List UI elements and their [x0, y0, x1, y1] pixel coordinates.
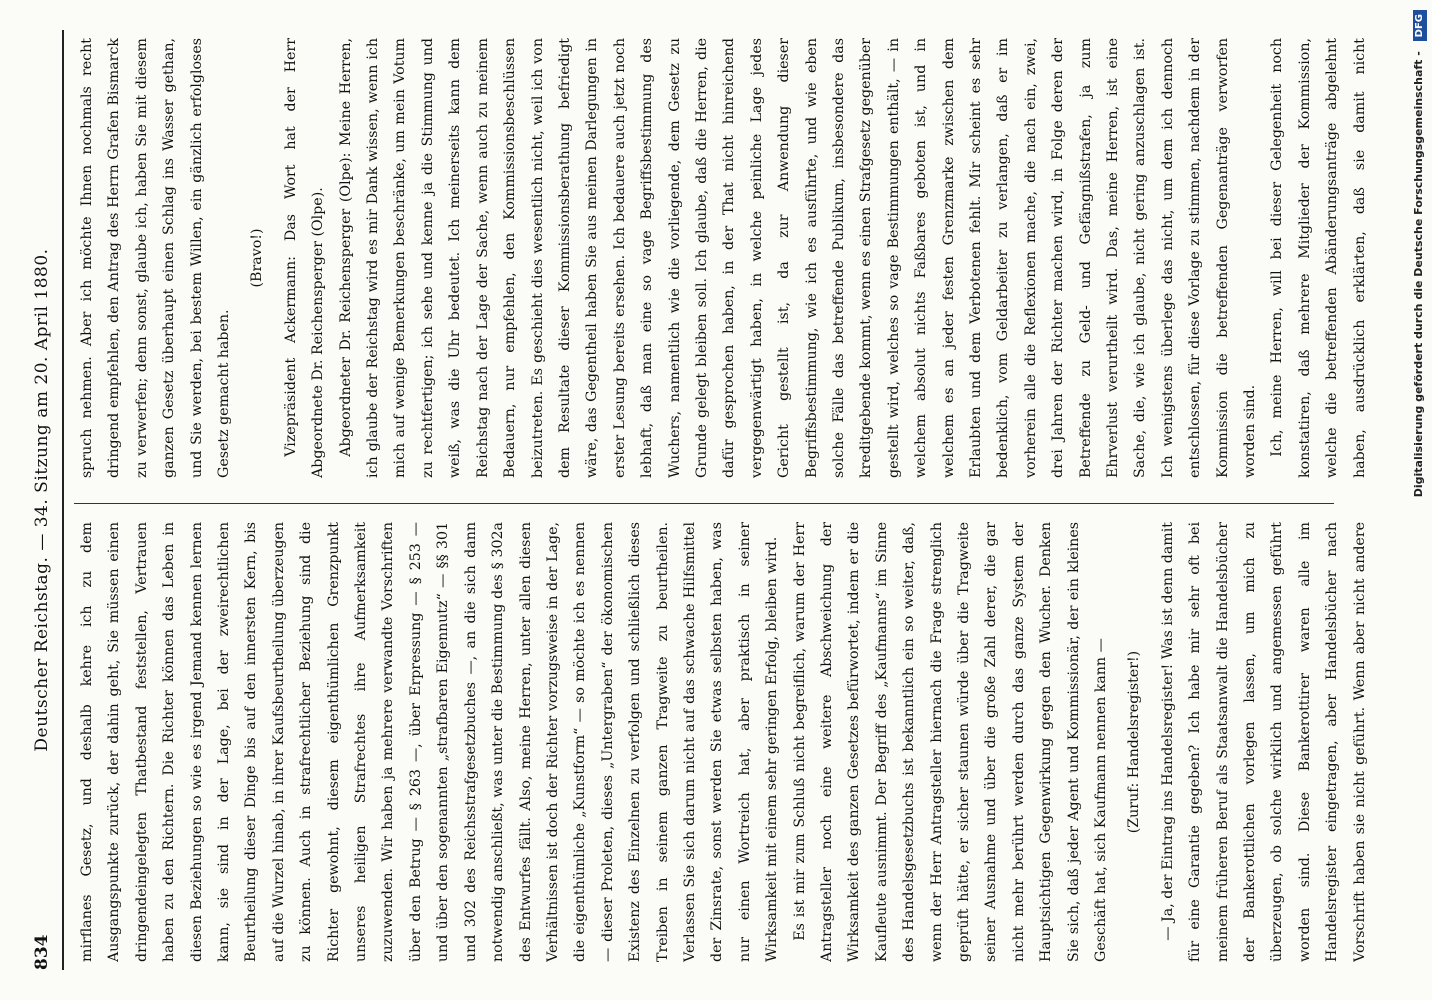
dfg-logo: DFG — [1413, 10, 1427, 41]
interjection: (Zuruf: Handelsregister!) — [1126, 650, 1143, 834]
running-title: Deutscher Reichstag. — 34. Sitzung am 20. April 1880. — [32, 248, 52, 752]
digitization-credit — [1408, 10, 1430, 990]
page-number: 834 — [32, 934, 52, 970]
right-column — [74, 38, 1374, 478]
paragraph: — Ja, der Eintrag ins Handelsregister! Was ist denn damit für eine Garantie gegeben? Ich habe mir sehr oft bei meinem früheren Beruf als Staatsanwalt die Handelsbücher der Bankerottlichen vorlegen lassen, um mich zu überzeugen, ob solche wirklich und angemessen geführt worden sind. Diese Bankerottirer waren alle im Handelsregister eingetragen, aber Handelsbücher nach Vorschrift haben sie nicht geführt. Wenn aber nicht andere — [1159, 522, 1368, 962]
credit-text: Digitalisierung gefördert durch die Deutsche Forschungsgemeinschaft - — [1412, 51, 1425, 498]
speaker-paragraph: Vizepräsident Ackermann: Das Wort hat der Herr Abgeordnete Dr. Reichensperger (Olpe). — [282, 38, 327, 478]
paragraph: spruch nehmen. Aber ich möchte Ihnen nochmals recht dringend empfehlen, den Antrag des Herrn Grafen Bismarck zu verwerfen; denn sonst, glaube ich, haben Sie mit diesem ganzen Gesetz überhaupt einen Schlag ins Wasser gethan, und Sie werden, bei bestem Willen, ein gänzlich erfolgloses Gesetz gemacht haben. — [79, 38, 233, 478]
paragraph: Ich, meine Herren, will bei dieser Gelegenheit noch konstatiren, daß mehrere Mitglieder der Kommission, welche die betreffenden Abänderungsanträge abgelehnt haben, ausdrücklich erklärten, daß sie damit nicht — [1269, 38, 1368, 478]
column-divider — [74, 503, 1334, 504]
speaker-paragraph: Abgeordneter Dr. Reichensperger (Olpe): Meine Herren, ich glaube der Reichstag wird es mir Dank wissen, wenn ich mich auf wenige Bemerkungen beschränke, um mein Votum zu rechtfertigen; ich sehe und kenne ja die Stimmung und weiß, was die Uhr bedeutet. Ich meinerseits kann dem Reichstag nach der Lage der Sache, wenn auch zu meinem Bedauern, nur empfehlen, den Kommissionsbeschlüssen beizutreten. Es geschieht dies wesentlich nicht, weil ich von dem Resultate dieser Kommissionsberathung befriedigt wäre, das Gegentheil haben Sie aus meinen Darlegungen in erster Lesung bereits ersehen. Ich bedauere auch jetzt noch lebhaft, daß man eine so vage Begriffsbestimmung des Wuchers, namentlich wie die vorliegende, dem Gesetz zu Grunde gelegt bleiben soll. Ich glaube, daß die Herren, die dafür gesprochen haben, in der That nicht hinreichend vergegenwärtigt haben, in welche peinliche Lage jedes Gericht gestellt ist, da zur Anwendung dieser Begriffsbestimmung, wie ich es ausführte, und wie eben solche Fälle das betreffende Publikum, insbesondere das kreditgebende kommt, wenn es einen Strafgesetz gegenüber gestellt wird, welches so vage Bestimmungen enthält, — in welchem absolut nichts Faßbares geboten ist, und in welchem es an jeder festen Grenzmarke zwischen dem Erlaubten und dem Verbotenen fehlt. Mir scheint es sehr bedenklich, vom Geldarbeiter zu verlangen, daß er im vorherein alle die Reflexionen mache, die nach ein, zwei, drei Jahren der Richter machen wird, in Folge deren der Betreffende zu Geld- und Gefängnißstrafen, ja zum Ehrverlust verurtheilt wird. Das, meine Herren, ist eine Sache, die, wie ich glaube, nicht gering anzuschlagen ist. Ich wenigstens überlege das nicht, um dem ich dennoch entschlossen, für diese Vorlage zu stimmen, nachdem in der Kommission die betreffenden Gegenanträge verworfen worden sind. — [337, 38, 1259, 478]
interjection: (Bravo!) — [249, 228, 266, 288]
running-header — [22, 30, 64, 970]
left-column — [74, 522, 1374, 962]
paragraph: Es ist mir zum Schluß nicht begreiflich, warum der Herr Antragsteller noch eine weitere Abschweichung der Wirksamkeit des ganzen Gesetzes befürwortet, indem er die Kaufleute ausnimmt. Der Begriff des „Kaufmanns“ im Sinne des Handelsgesetzbuchs ist bekanntlich ein so weiter, daß, wenn der Herr Antragsteller hiernach die Frage strenglich geprüft hätte, er sicher staunen würde über die Tragweite seiner Ausnahme und über die große Zahl derer, die gar nicht mehr berührt werden durch das ganze System der Hauptsichtigen Gegenwirkung gegen den Wucher. Denken Sie sich, daß jeder Agent und Kommissionär, der ein kleines Geschäft hat, sich Kaufmann nennen kann — — [791, 522, 1110, 962]
paragraph: mirflanes Gesetz, und deshalb kehre ich zu dem Ausgangspunkte zurück, der dahin geht, Sie müssen einen dringendeingelegten Thatbestand feststellen, Vertrauen haben zu den Richtern. Die Richter können das Leben in diesen Beziehungen so wie es irgend Jemand kennen lernen kann, sie sind in der Lage, bei der zweirechtlichen Beurtheilung dieser Dinge bis auf den innersten Kern, bis auf die Wurzel hinab, in ihrer Kaufsbeurtheilung überzeugen zu können. Auch in strafrechtlicher Beziehung sind die Richter gewohnt, diesem eigenthümlichen Grenzpunkt unseres heiligen Strafrechtes ihre Aufmerksamkeit zuzuwenden. Wir haben ja mehrere verwandte Vorschriften über den Betrug — § 263 —, über Erpressung — § 253 — und über den sogenannten „strafbaren Eigennutz“ — §§ 301 und 302 des Reichsstrafgesetzbuches —, an die sich dann notwendig anschließt, was unter die Bestimmung des § 302a des Entwurfes fällt. Also, meine Herren, unter allen diesen Verhältnissen ist doch der Richter vorzugsweise in der Lage, die eigenthümliche „Kunstform“ — so möchte ich es nennen — dieser Proleten, dieses „Untergraben“ der ökonomischen Existenz des Einzelnen zu verfolgen und schließlich dieses Treiben in seinem ganzen Tragweite zu beurtheilen. Verlassen Sie sich darum nicht auf das schwache Hilfsmittel der Zinsrate, sonst werden Sie etwas selbsten haben, was nur einen Wortreich hat, aber praktisch in seiner Wirksamkeit mit einem sehr geringen Erfolg, bleiben wird. — [79, 522, 781, 962]
